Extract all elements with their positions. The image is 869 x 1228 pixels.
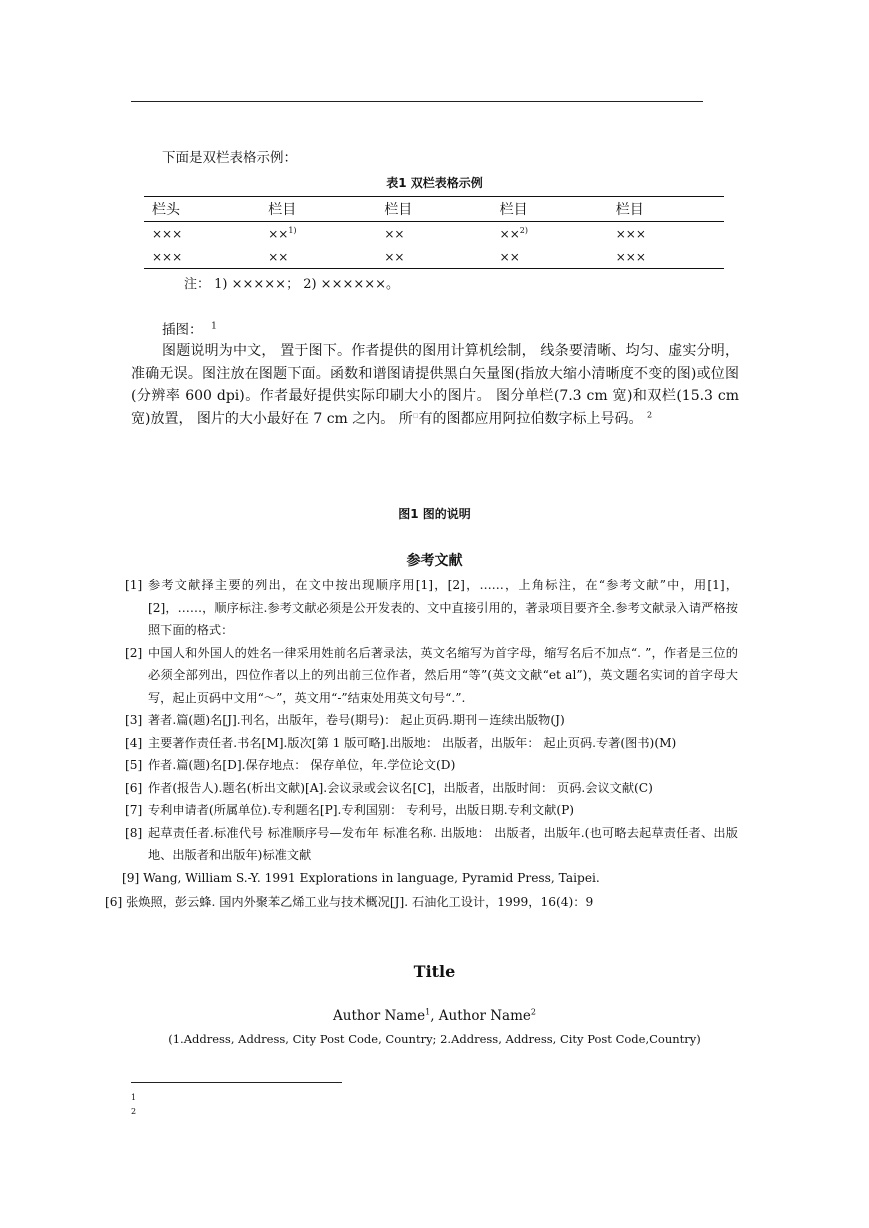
table-header-row bbox=[144, 197, 724, 222]
footnote: 2 bbox=[131, 1107, 137, 1116]
footnote-ref: 1 bbox=[211, 321, 217, 332]
reference-item: [8] 起草责任者.标准代号 标准顺序号—发布年 标准名称. 出版地： 出版者，出版年.(也可略去起草责任者、出版地、出版者和出版年)标准文献 bbox=[125, 825, 738, 862]
references-title: 参考文献 bbox=[406, 553, 463, 569]
references-list bbox=[122, 574, 738, 889]
table-note: 注： 1) ×××××； 2) ××××××。 bbox=[184, 277, 400, 292]
table-cell: ××$^{2)}$ bbox=[499, 225, 528, 241]
table-header-cell: 栏目 bbox=[492, 197, 608, 222]
reference-item: [5] 作者.篇(题)名[D].保存地点： 保存单位，年.学位论文(D) bbox=[125, 758, 456, 772]
intro-text: 下面是双栏表格示例： bbox=[162, 150, 297, 166]
table-header-cell: 栏目 bbox=[260, 197, 376, 222]
reference-item: [3] 著者.篇(题)名[J].刊名，出版年，卷号(期号)： 起止页码.期刊－连续出版物(J) bbox=[125, 713, 565, 727]
footnote: 1 bbox=[131, 1093, 137, 1102]
table-cell: ×× bbox=[268, 249, 289, 264]
table-cell: ××× bbox=[152, 249, 183, 264]
reference-item: [4] 主要著作责任者.书名[M].版次[第 1 版可略].出版地： 出版者，出版年： 起止页码.专著(图书)(M) bbox=[125, 735, 677, 750]
reference-item: [2] 中国人和外国人的姓名一律采用姓前名后著录法，英文名缩写为首字母，缩写名后不加点“. ”，作者是三位的必须全部列出，四位作者以上的列出前三位作者，然后用“等”(英文文献“et al”)，英文题名实词的首字母大写，起止页码中文用“～”，英文用“-”结束处用英文句号“.”. bbox=[125, 645, 738, 705]
reference-item: [1] 参考文献择主要的列出，在文中按出现顺序用[1]，[2]，……，上角标注，在“参考文献”中，用[1]，[2]，……，顺序标注.参考文献必须是公开发表的、文中直接引用的，著录项目要齐全.参考文献录入请严格按照下面的格式： bbox=[125, 578, 738, 637]
table-cell: ××× bbox=[615, 249, 646, 264]
table-row bbox=[144, 222, 724, 246]
table-caption: 表1 双栏表格示例 bbox=[386, 176, 483, 190]
table-cell: ××× bbox=[152, 226, 183, 241]
reference-item: [6] 张焕照，彭云蜂. 国内外聚苯乙烯工业与技术概况[J]. 石油化工设计，1999，16(4)：9 bbox=[105, 895, 594, 909]
table-header-cell: 栏目 bbox=[376, 197, 491, 222]
comment-marker-icon: ◻ bbox=[412, 410, 419, 419]
double-column-table bbox=[144, 196, 724, 269]
author-line: Author Name$^1$, Author Name$^2$ bbox=[333, 1007, 536, 1024]
header-rule bbox=[131, 101, 703, 102]
reference-item: [7] 专利申请者(所属单位).专利题名[P].专利国别： 专利号，出版日期.专利文献(P) bbox=[125, 803, 575, 817]
table-cell: ××$^{1)}$ bbox=[268, 225, 297, 241]
reference-item: [6] 作者(报告人).题名(析出文献)[A].会议录或会议名[C]，出版者，出版时间： 页码.会议文献(C) bbox=[125, 780, 653, 795]
table-cell: ××× bbox=[615, 226, 646, 241]
illustration-paragraph: 图题说明为中文， 置于图下。作者提供的图用计算机绘制， 线条要清晰、均匀、虚实分明，准确无误。图注放在图题下面。函数和谱图请提供黑白矢量图(指放大缩小清晰度不变的图)或位图(分辨率 600 dpi)。作者最好提供实际印刷大小的图片。 图分单栏(7.3 cm 宽)和双栏(15.3 cm 宽)放置， 图片的大小最好在 7 cm 之内。 所◻有的图都应用阿拉伯数字标上号码。 $^2$ bbox=[131, 343, 739, 427]
table-row bbox=[144, 245, 724, 269]
english-title: Title bbox=[413, 962, 456, 981]
table-cell: ×× bbox=[384, 249, 405, 264]
figure-caption: 图1 图的说明 bbox=[398, 507, 471, 521]
table-cell: ×× bbox=[384, 226, 405, 241]
affiliation-line: (1.Address, Address, City Post Code, Country; 2.Address, Address, City Post Code,Country) bbox=[168, 1032, 701, 1046]
reference-item: [9] Wang, William S.-Y. 1991 Explorations in language, Pyramid Press, Taipei. bbox=[122, 870, 600, 885]
table-header-cell: 栏头 bbox=[144, 197, 260, 222]
footnote-ref: 2 bbox=[647, 409, 653, 419]
illustration-label: 插图： $^1$ bbox=[162, 321, 217, 338]
table-header-cell: 栏目 bbox=[608, 197, 724, 222]
table-cell: ×× bbox=[499, 249, 520, 264]
footnote-rule bbox=[131, 1082, 342, 1083]
